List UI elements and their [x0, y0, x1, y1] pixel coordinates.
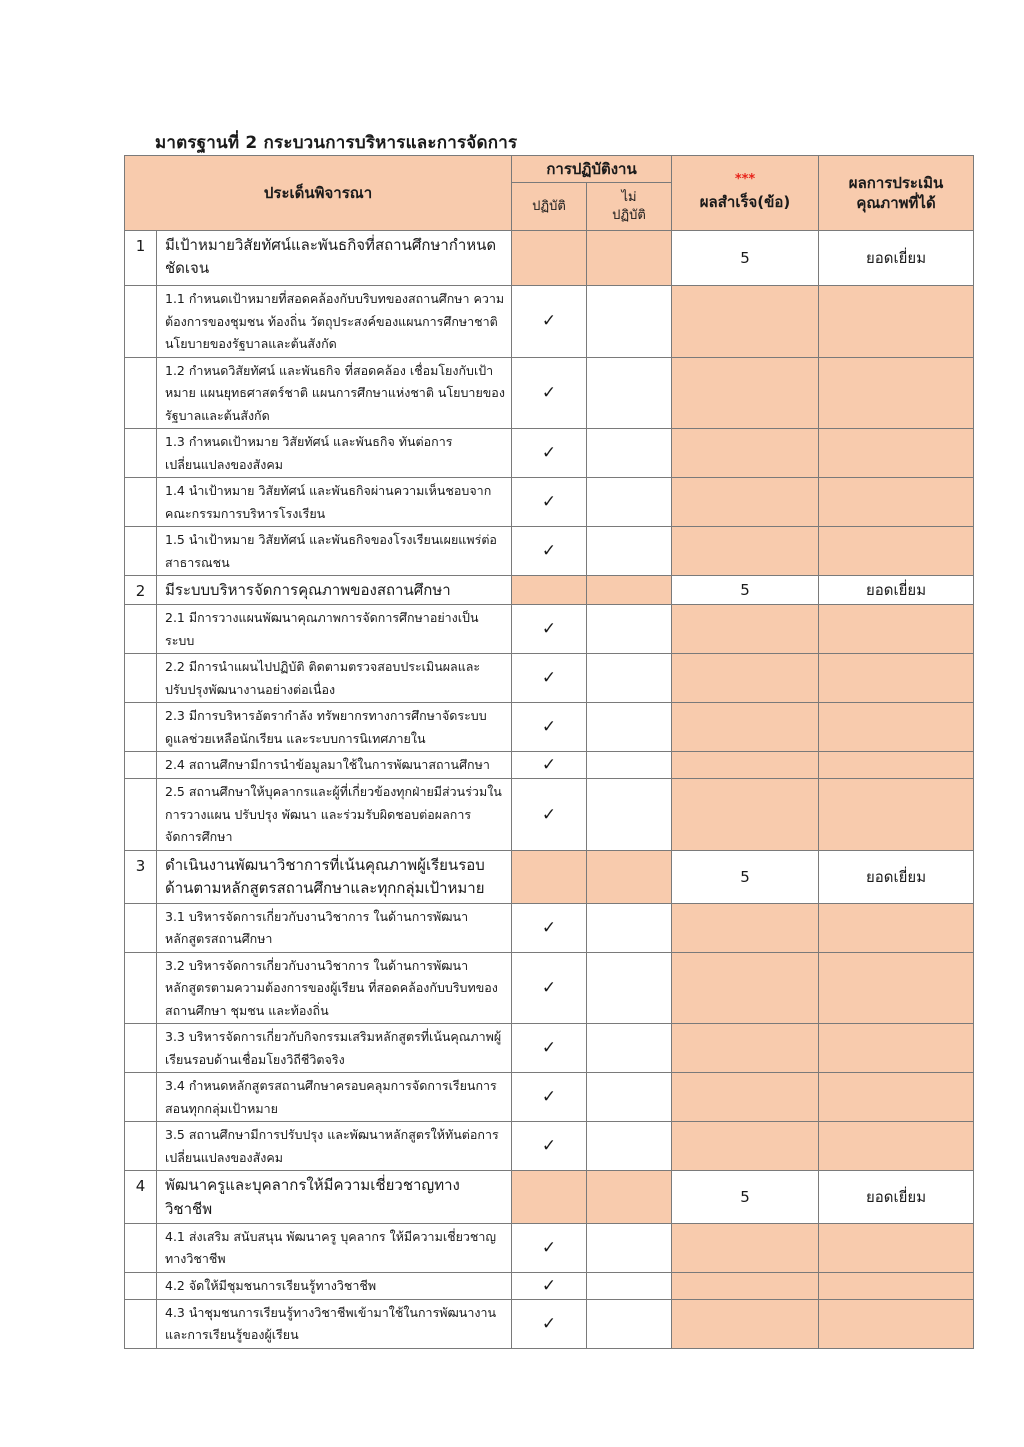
check-mark: ✓ — [512, 654, 587, 703]
quality-cell — [819, 1223, 974, 1272]
table-body — [125, 231, 974, 1349]
item-text: 1.3 กำหนดเป้าหมาย วิสัยทัศน์ และพันธกิจ ทันต่อการเปลี่ยนแปลงของสังคม — [157, 429, 512, 478]
item-text: 2.3 มีการบริหารอัตรากำลัง ทรัพยากรทางการศึกษาจัดระบบดูแลช่วยเหลือนักเรียน และระบบการนิเทศภายใน — [157, 703, 512, 752]
item-number-cell — [125, 1223, 157, 1272]
done-cell — [512, 1171, 587, 1224]
check-mark: ✓ — [512, 1073, 587, 1122]
group-number: 3 — [125, 850, 157, 903]
quality-cell — [819, 1024, 974, 1073]
check-mark: ✓ — [512, 1223, 587, 1272]
check-mark: ✓ — [512, 357, 587, 429]
item-row — [125, 779, 974, 851]
item-number-cell — [125, 654, 157, 703]
result-cell — [672, 527, 819, 576]
item-text: 3.4 กำหนดหลักสูตรสถานศึกษาครอบคลุมการจัดการเรียนการสอนทุกกลุ่มเป้าหมาย — [157, 1073, 512, 1122]
item-row — [125, 703, 974, 752]
not-done-cell — [587, 779, 672, 851]
item-row — [125, 429, 974, 478]
group-number: 1 — [125, 231, 157, 286]
header-result-label: ผลสำเร็จ(ข้อ) — [699, 193, 791, 212]
result-cell — [672, 605, 819, 654]
not-done-cell — [587, 703, 672, 752]
header-result — [672, 156, 819, 231]
not-done-cell — [587, 429, 672, 478]
quality-cell — [819, 1299, 974, 1348]
item-text: 2.1 มีการวางแผนพัฒนาคุณภาพการจัดการศึกษาอย่างเป็นระบบ — [157, 605, 512, 654]
quality-cell — [819, 286, 974, 358]
header-done: ปฏิบัติ — [512, 183, 587, 231]
header-quality-label: ผลการประเมิน คุณภาพที่ได้ — [848, 173, 944, 212]
quality-cell — [819, 429, 974, 478]
result-cell — [672, 752, 819, 779]
header-not-done-label: ไม่ ปฏิบัติ — [612, 189, 646, 223]
result-cell — [672, 286, 819, 358]
item-number-cell — [125, 1272, 157, 1299]
result-cell — [672, 1073, 819, 1122]
not-done-cell — [587, 527, 672, 576]
quality-cell — [819, 605, 974, 654]
check-mark: ✓ — [512, 752, 587, 779]
group-title: มีระบบบริหารจัดการคุณภาพของสถานศึกษา — [157, 576, 512, 605]
item-row — [125, 1122, 974, 1171]
item-text: 1.1 กำหนดเป้าหมายที่สอดคล้องกับบริบทของสถานศึกษา ความต้องการของชุมชน ท้องถิ่น วัตถุประสงค์ของแผนการศึกษาชาติ นโยบายของรัฐบาลและต้นสังกัด — [157, 286, 512, 358]
quality-cell — [819, 752, 974, 779]
group-row — [125, 231, 974, 286]
item-text: 2.5 สถานศึกษาให้บุคลากรและผู้ที่เกี่ยวข้องทุกฝ่ายมีส่วนร่วมในการวางแผน ปรับปรุง พัฒนา และร่วมรับผิดชอบต่อผลการจัดการศึกษา — [157, 779, 512, 851]
check-mark: ✓ — [512, 605, 587, 654]
quality-cell — [819, 1122, 974, 1171]
quality-value: ยอดเยี่ยม — [819, 576, 974, 605]
group-row — [125, 850, 974, 903]
item-text: 2.4 สถานศึกษามีการนำข้อมูลมาใช้ในการพัฒนาสถานศึกษา — [157, 752, 512, 779]
not-done-cell — [587, 752, 672, 779]
header-result-stars: *** — [734, 172, 756, 188]
quality-value: ยอดเยี่ยม — [819, 850, 974, 903]
check-mark: ✓ — [512, 1299, 587, 1348]
quality-cell — [819, 357, 974, 429]
item-text: 1.2 กำหนดวิสัยทัศน์ และพันธกิจ ที่สอดคล้อง เชื่อมโยงกับเป้าหมาย แผนยุทธศาสตร์ชาติ แผนการศึกษาแห่งชาติ นโยบายของรัฐบาลและต้นสังกัด — [157, 357, 512, 429]
result-cell — [672, 779, 819, 851]
result-cell — [672, 952, 819, 1024]
item-row — [125, 605, 974, 654]
header-practice: การปฏิบัติงาน — [512, 156, 672, 183]
check-mark: ✓ — [512, 952, 587, 1024]
item-text: 4.3 นำชุมชนการเรียนรู้ทางวิชาชีพเข้ามาใช้ในการพัฒนางานและการเรียนรู้ของผู้เรียน — [157, 1299, 512, 1348]
group-row — [125, 1171, 974, 1224]
quality-cell — [819, 1073, 974, 1122]
item-text: 4.1 ส่งเสริม สนับสนุน พัฒนาครู บุคลากร ให้มีความเชี่ยวชาญทางวิชาชีพ — [157, 1223, 512, 1272]
result-cell — [672, 1299, 819, 1348]
not-done-cell — [587, 231, 672, 286]
item-text: 2.2 มีการนำแผนไปปฏิบัติ ติดตามตรวจสอบประเมินผลและปรับปรุงพัฒนางานอย่างต่อเนื่อง — [157, 654, 512, 703]
not-done-cell — [587, 605, 672, 654]
item-number-cell — [125, 1024, 157, 1073]
item-row — [125, 357, 974, 429]
header-not-done — [587, 183, 672, 231]
check-mark: ✓ — [512, 478, 587, 527]
item-number-cell — [125, 1122, 157, 1171]
not-done-cell — [587, 1024, 672, 1073]
result-cell — [672, 1272, 819, 1299]
check-mark: ✓ — [512, 1122, 587, 1171]
done-cell — [512, 576, 587, 605]
done-cell — [512, 231, 587, 286]
item-row — [125, 286, 974, 358]
item-row — [125, 1272, 974, 1299]
not-done-cell — [587, 654, 672, 703]
quality-cell — [819, 478, 974, 527]
result-value: 5 — [672, 576, 819, 605]
quality-cell — [819, 654, 974, 703]
item-number-cell — [125, 1073, 157, 1122]
not-done-cell — [587, 850, 672, 903]
item-row — [125, 903, 974, 952]
quality-cell — [819, 952, 974, 1024]
not-done-cell — [587, 1272, 672, 1299]
item-text: 4.2 จัดให้มีชุมชนการเรียนรู้ทางวิชาชีพ — [157, 1272, 512, 1299]
item-row — [125, 478, 974, 527]
check-mark: ✓ — [512, 903, 587, 952]
item-number-cell — [125, 1299, 157, 1348]
check-mark: ✓ — [512, 1024, 587, 1073]
not-done-cell — [587, 903, 672, 952]
header-topic: ประเด็นพิจารณา — [125, 156, 512, 231]
check-mark: ✓ — [512, 527, 587, 576]
result-cell — [672, 703, 819, 752]
item-number-cell — [125, 903, 157, 952]
result-cell — [672, 1122, 819, 1171]
result-cell — [672, 903, 819, 952]
done-cell — [512, 850, 587, 903]
check-mark: ✓ — [512, 286, 587, 358]
not-done-cell — [587, 1073, 672, 1122]
item-row — [125, 1073, 974, 1122]
quality-cell — [819, 903, 974, 952]
item-row — [125, 1223, 974, 1272]
item-text: 3.1 บริหารจัดการเกี่ยวกับงานวิชาการ ในด้านการพัฒนาหลักสูตรสถานศึกษา — [157, 903, 512, 952]
item-text: 1.5 นำเป้าหมาย วิสัยทัศน์ และพันธกิจของโรงเรียนเผยแพร่ต่อสาธารณชน — [157, 527, 512, 576]
item-text: 3.3 บริหารจัดการเกี่ยวกับกิจกรรมเสริมหลักสูตรที่เน้นคุณภาพผู้เรียนรอบด้านเชื่อมโยงวิถีชีวิตจริง — [157, 1024, 512, 1073]
item-number-cell — [125, 286, 157, 358]
not-done-cell — [587, 1171, 672, 1224]
group-title: มีเป้าหมายวิสัยทัศน์และพันธกิจที่สถานศึกษากำหนดชัดเจน — [157, 231, 512, 286]
item-row — [125, 527, 974, 576]
item-number-cell — [125, 779, 157, 851]
quality-cell — [819, 703, 974, 752]
quality-cell — [819, 527, 974, 576]
not-done-cell — [587, 286, 672, 358]
result-cell — [672, 1223, 819, 1272]
item-number-cell — [125, 952, 157, 1024]
item-row — [125, 752, 974, 779]
page-title: มาตรฐานที่ 2 กระบวนการบริหารและการจัดการ — [155, 133, 518, 153]
check-mark: ✓ — [512, 1272, 587, 1299]
quality-value: ยอดเยี่ยม — [819, 1171, 974, 1224]
result-cell — [672, 429, 819, 478]
item-text: 1.4 นำเป้าหมาย วิสัยทัศน์ และพันธกิจผ่านความเห็นชอบจากคณะกรรมการบริหารโรงเรียน — [157, 478, 512, 527]
group-row — [125, 576, 974, 605]
group-number: 4 — [125, 1171, 157, 1224]
not-done-cell — [587, 576, 672, 605]
result-cell — [672, 1024, 819, 1073]
item-number-cell — [125, 357, 157, 429]
item-text: 3.5 สถานศึกษามีการปรับปรุง และพัฒนาหลักสูตรให้ทันต่อการเปลี่ยนแปลงของสังคม — [157, 1122, 512, 1171]
item-row — [125, 654, 974, 703]
quality-cell — [819, 1272, 974, 1299]
quality-value: ยอดเยี่ยม — [819, 231, 974, 286]
item-row — [125, 1299, 974, 1348]
not-done-cell — [587, 1223, 672, 1272]
item-number-cell — [125, 429, 157, 478]
item-row — [125, 1024, 974, 1073]
check-mark: ✓ — [512, 703, 587, 752]
group-title: ดำเนินงานพัฒนาวิชาการที่เน้นคุณภาพผู้เรียนรอบด้านตามหลักสูตรสถานศึกษาและทุกกลุ่มเป้าหมาย — [157, 850, 512, 903]
not-done-cell — [587, 478, 672, 527]
item-row — [125, 952, 974, 1024]
item-number-cell — [125, 527, 157, 576]
result-value: 5 — [672, 850, 819, 903]
item-text: 3.2 บริหารจัดการเกี่ยวกับงานวิชาการ ในด้านการพัฒนาหลักสูตรตามความต้องการของผู้เรียน ที่สอดคล้องกับบริบทของสถานศึกษา ชุมชน และท้องถิ่น — [157, 952, 512, 1024]
result-cell — [672, 357, 819, 429]
check-mark: ✓ — [512, 429, 587, 478]
evaluation-table — [124, 155, 974, 1349]
not-done-cell — [587, 357, 672, 429]
not-done-cell — [587, 1299, 672, 1348]
not-done-cell — [587, 1122, 672, 1171]
item-number-cell — [125, 752, 157, 779]
header-quality — [819, 156, 974, 231]
result-cell — [672, 478, 819, 527]
group-title: พัฒนาครูและบุคลากรให้มีความเชี่ยวชาญทางวิชาชีพ — [157, 1171, 512, 1224]
item-number-cell — [125, 703, 157, 752]
check-mark: ✓ — [512, 779, 587, 851]
result-cell — [672, 654, 819, 703]
quality-cell — [819, 779, 974, 851]
item-number-cell — [125, 605, 157, 654]
group-number: 2 — [125, 576, 157, 605]
item-number-cell — [125, 478, 157, 527]
result-value: 5 — [672, 1171, 819, 1224]
not-done-cell — [587, 952, 672, 1024]
result-value: 5 — [672, 231, 819, 286]
